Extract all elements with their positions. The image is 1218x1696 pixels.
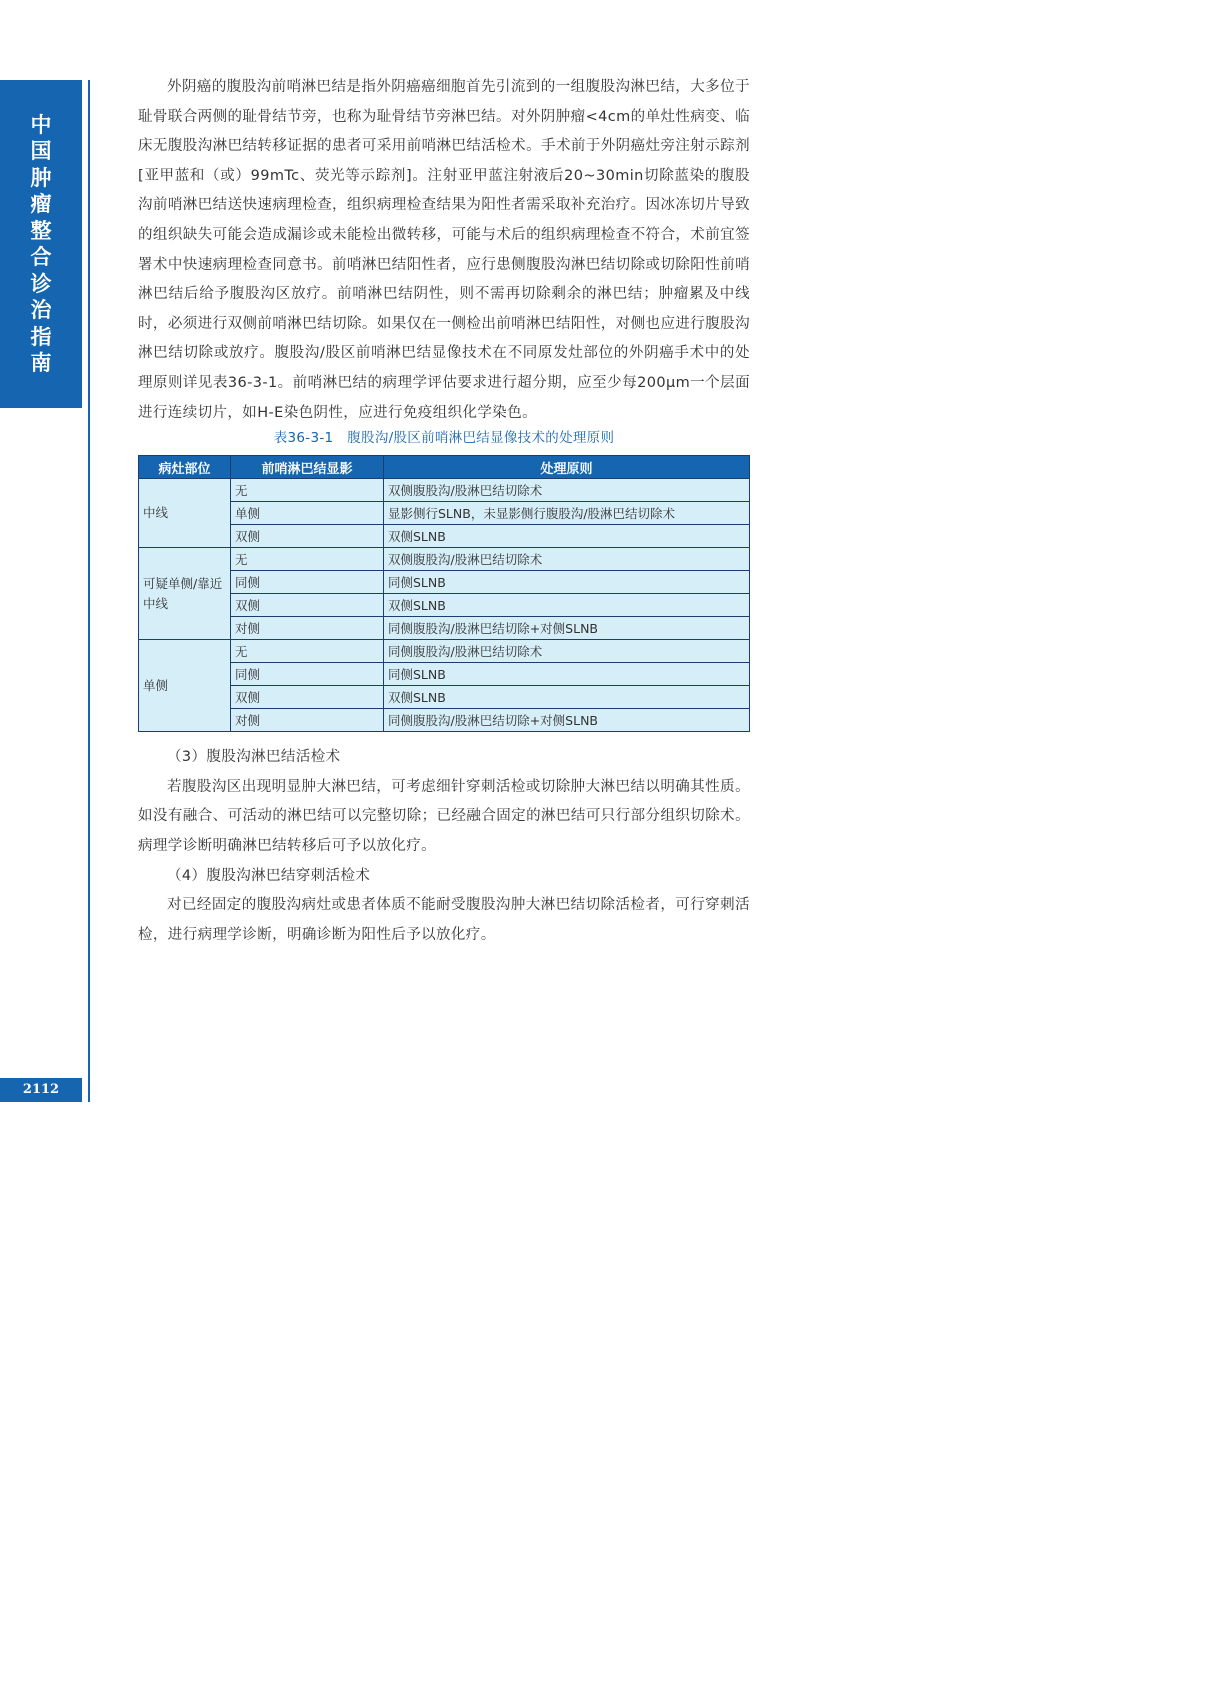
sln-table bbox=[138, 455, 750, 732]
principle-cell: 显影侧行SLNB，未显影侧行腹股沟/股淋巴结切除术 bbox=[384, 502, 750, 525]
table-row bbox=[139, 571, 750, 594]
site-cell: 中线 bbox=[139, 479, 231, 548]
display-cell: 对侧 bbox=[231, 709, 384, 732]
principle-cell: 同侧SLNB bbox=[384, 571, 750, 594]
table-row bbox=[139, 686, 750, 709]
side-title-char: 中 bbox=[30, 112, 52, 137]
page-number: 2112 bbox=[0, 1078, 82, 1102]
principle-cell: 双侧腹股沟/股淋巴结切除术 bbox=[384, 479, 750, 502]
section-heading: （4）腹股沟淋巴结穿刺活检术 bbox=[167, 867, 371, 884]
intro-paragraph: 外阴癌的腹股沟前哨淋巴结是指外阴癌癌细胞首先引流到的一组腹股沟淋巴结，大多位于耻骨联合两侧的耻骨结节旁，也称为耻骨结节旁淋巴结。对外阴肿瘤<4cm的单灶性病变、临床无腹股沟淋巴结转移证据的患者可采用前哨淋巴结活检术。手术前于外阴癌灶旁注射示踪剂[亚甲蓝和（或）99mTc、荧光等示踪剂]。注射亚甲蓝注射液后20~30min切除蓝染的腹股沟前哨淋巴结送快速病理检查，组织病理检查结果为阳性者需采取补充治疗。因冰冻切片导致的组织缺失可能会造成漏诊或未能检出微转移，可能与术后的组织病理检查不符合，术前宜签署术中快速病理检查同意书。前哨淋巴结阳性者，应行患侧腹股沟淋巴结切除或切除阳性前哨淋巴结后给予腹股沟区放疗。前哨淋巴结阴性，则不需再切除剩余的淋巴结；肿瘤累及中线时，必须进行双侧前哨淋巴结切除。如果仅在一侧检出前哨淋巴结阳性，对侧也应进行腹股沟淋巴结切除或放疗。腹股沟/股区前哨淋巴结显像技术在不同原发灶部位的外阴癌手术中的处理原则详见表36-3-1。前哨淋巴结的病理学评估要求进行超分期，应至少每200μm一个层面进行连续切片，如H-E染色阴性，应进行免疫组织化学染色。 bbox=[138, 79, 750, 421]
display-cell: 同侧 bbox=[231, 571, 384, 594]
principle-cell: 同侧SLNB bbox=[384, 663, 750, 686]
principle-cell: 同侧腹股沟/股淋巴结切除术 bbox=[384, 640, 750, 663]
table-header-row bbox=[139, 456, 750, 479]
display-cell: 双侧 bbox=[231, 525, 384, 548]
section-body: 对已经固定的腹股沟病灶或患者体质不能耐受腹股沟肿大淋巴结切除活检者，可行穿刺活检，进行病理学诊断，明确诊断为阳性后予以放化疗。 bbox=[138, 897, 750, 943]
side-title-char: 南 bbox=[30, 351, 52, 375]
principle-cell: 同侧腹股沟/股淋巴结切除+对侧SLNB bbox=[384, 617, 750, 640]
display-cell: 双侧 bbox=[231, 594, 384, 617]
table-header-cell: 前哨淋巴结显影 bbox=[231, 456, 384, 479]
display-cell: 双侧 bbox=[231, 686, 384, 709]
principle-cell: 同侧腹股沟/股淋巴结切除+对侧SLNB bbox=[384, 709, 750, 732]
section-body: 若腹股沟区出现明显肿大淋巴结，可考虑细针穿刺活检或切除肿大淋巴结以明确其性质。如没有融合、可活动的淋巴结可以完整切除；已经融合固定的淋巴结可只行部分组织切除术。病理学诊断明确淋巴结转移后可予以放化疗。 bbox=[138, 778, 750, 854]
principle-cell: 双侧SLNB bbox=[384, 525, 750, 548]
display-cell: 对侧 bbox=[231, 617, 384, 640]
margin-rule bbox=[88, 80, 90, 1102]
display-cell: 无 bbox=[231, 479, 384, 502]
table-row bbox=[139, 663, 750, 686]
side-title-char: 指 bbox=[30, 324, 52, 349]
side-title-char: 合 bbox=[30, 245, 52, 269]
table-row bbox=[139, 617, 750, 640]
main-content bbox=[138, 73, 750, 950]
table-row bbox=[139, 502, 750, 525]
principle-cell: 双侧腹股沟/股淋巴结切除术 bbox=[384, 548, 750, 571]
side-title-char: 瘤 bbox=[30, 192, 52, 216]
table-header-cell: 病灶部位 bbox=[139, 456, 231, 479]
display-cell: 无 bbox=[231, 548, 384, 571]
table-row bbox=[139, 525, 750, 548]
site-cell: 可疑单侧/靠近中线 bbox=[139, 548, 231, 640]
table-row bbox=[139, 640, 750, 663]
side-title-char: 整 bbox=[30, 218, 52, 243]
side-title-char: 肿 bbox=[30, 165, 52, 190]
table-caption: 表36-3-1 腹股沟/股区前哨淋巴结显像技术的处理原则 bbox=[273, 430, 615, 447]
table-row bbox=[139, 594, 750, 617]
side-title-char: 国 bbox=[30, 139, 52, 163]
table-row bbox=[139, 548, 750, 571]
principle-cell: 双侧SLNB bbox=[384, 594, 750, 617]
principle-cell: 双侧SLNB bbox=[384, 686, 750, 709]
display-cell: 同侧 bbox=[231, 663, 384, 686]
display-cell: 无 bbox=[231, 640, 384, 663]
side-title-char: 诊 bbox=[30, 271, 52, 296]
table-row bbox=[139, 479, 750, 502]
section-heading: （3）腹股沟淋巴结活检术 bbox=[167, 749, 341, 766]
display-cell: 单侧 bbox=[231, 502, 384, 525]
side-title-tab bbox=[0, 80, 82, 408]
table-header-cell: 处理原则 bbox=[384, 456, 750, 479]
site-cell: 单侧 bbox=[139, 640, 231, 732]
table-row bbox=[139, 709, 750, 732]
side-title-char: 治 bbox=[30, 298, 52, 322]
